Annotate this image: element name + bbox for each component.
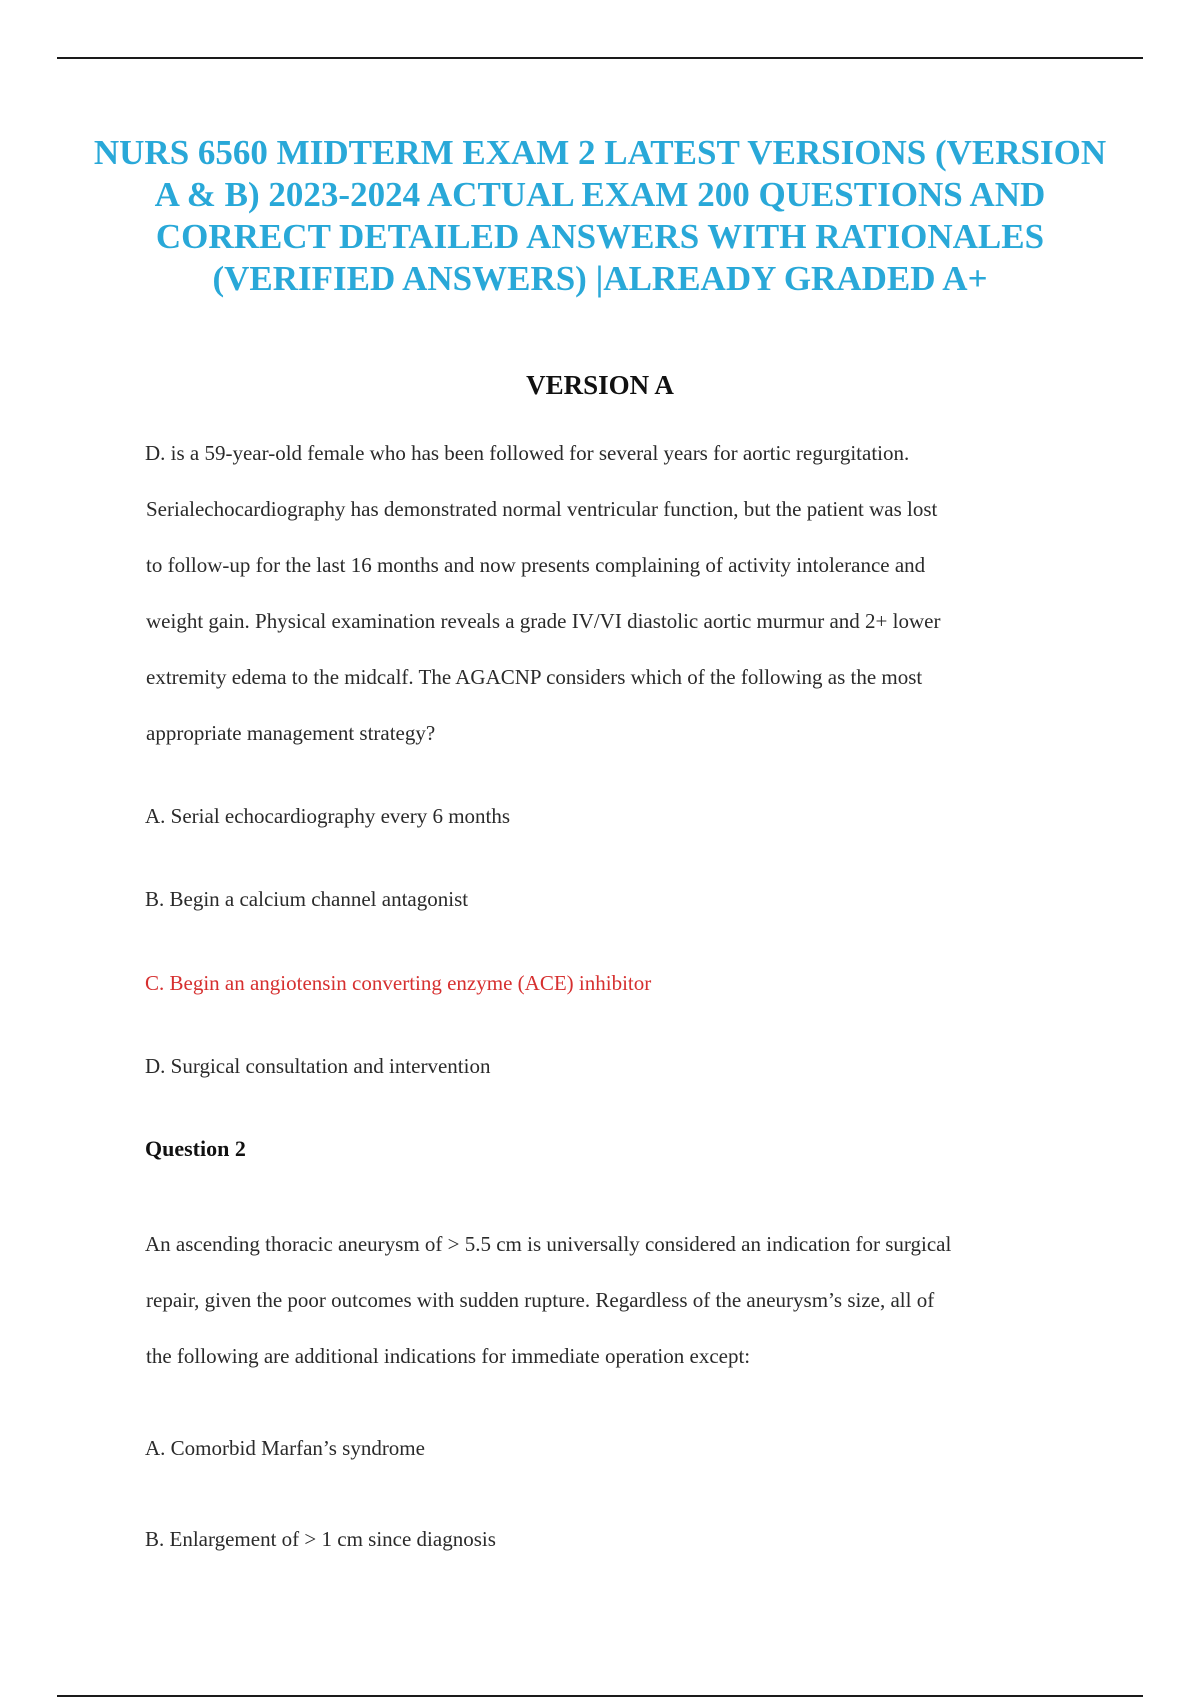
stem-line: weight gain. Physical examination reveals a grade IV/VI diastolic aortic murmur and 2+ lower bbox=[146, 609, 941, 633]
document-title bbox=[60, 132, 1140, 300]
stem-line: An ascending thoracic aneurysm of > 5.5 cm is universally considered an indication for surgical bbox=[145, 1232, 952, 1256]
question-2-option-a: A. Comorbid Marfan’s syndrome bbox=[145, 1436, 425, 1460]
stem-line: repair, given the poor outcomes with sudden rupture. Regardless of the aneurysm’s size, all of bbox=[146, 1288, 935, 1312]
title-line: (VERIFIED ANSWERS) |ALREADY GRADED A+ bbox=[212, 259, 988, 298]
stem-line: extremity edema to the midcalf. The AGACNP considers which of the following as the most bbox=[146, 665, 923, 689]
question-1-option-c-correct: C. Begin an angiotensin converting enzyme (ACE) inhibitor bbox=[145, 971, 652, 995]
question-1-option-a: A. Serial echocardiography every 6 months bbox=[145, 804, 511, 828]
bottom-rule bbox=[57, 1695, 1143, 1697]
stem-line: the following are additional indications for immediate operation except: bbox=[146, 1344, 751, 1368]
stem-line: D. is a 59-year-old female who has been followed for several years for aortic regurgitation. bbox=[145, 441, 910, 465]
question-1-option-d: D. Surgical consultation and intervention bbox=[145, 1054, 491, 1078]
title-line: NURS 6560 MIDTERM EXAM 2 LATEST VERSIONS (VERSION bbox=[93, 133, 1107, 172]
stem-line: appropriate management strategy? bbox=[146, 721, 436, 745]
stem-line: Serialechocardiography has demonstrated normal ventricular function, but the patient was lost bbox=[146, 497, 938, 521]
top-rule bbox=[57, 57, 1143, 59]
question-1-stem bbox=[146, 425, 940, 761]
question-2-heading: Question 2 bbox=[145, 1136, 246, 1161]
stem-line: to follow-up for the last 16 months and now presents complaining of activity intolerance and bbox=[146, 553, 926, 577]
question-2-option-b: B. Enlargement of > 1 cm since diagnosis bbox=[145, 1527, 496, 1551]
question-2-stem bbox=[146, 1216, 951, 1384]
title-line: A & B) 2023-2024 ACTUAL EXAM 200 QUESTIONS AND bbox=[154, 175, 1046, 214]
question-1-option-b: B. Begin a calcium channel antagonist bbox=[145, 887, 469, 911]
title-line: CORRECT DETAILED ANSWERS WITH RATIONALES bbox=[155, 217, 1045, 256]
version-heading: VERSION A bbox=[526, 370, 674, 400]
